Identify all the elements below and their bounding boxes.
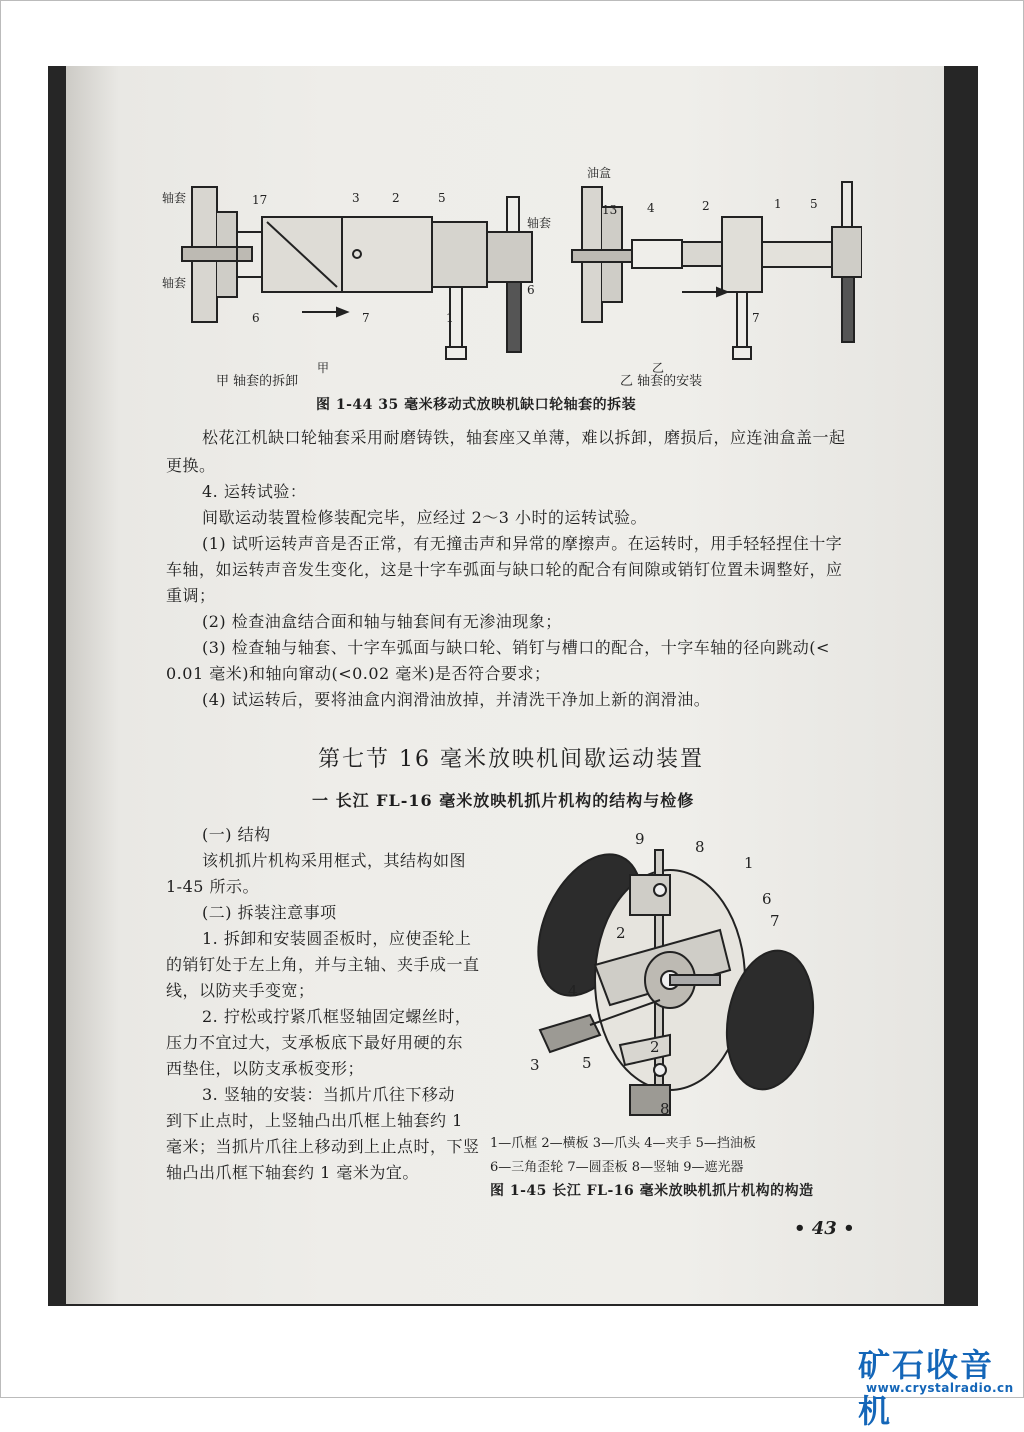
fig2-num-8-bottom: 8 [660, 1100, 670, 1118]
figure-1-45 [520, 830, 820, 1120]
fig2-num-5: 5 [582, 1054, 592, 1072]
fig2-num-8-top: 8 [695, 838, 705, 856]
note2-line2: 压力不宜过大，支承板底下最好用硬的东 [166, 1033, 464, 1052]
fig1-caption: 图 1-44 35 毫米移动式放映机缺口轮轴套的拆装 [316, 397, 637, 413]
note2-line3: 西垫住，以防支承板变形； [166, 1059, 365, 1078]
label-3: 3 [352, 191, 360, 205]
note3-line1: 3. 竖轴的安装：当抓片爪往下移动 [202, 1085, 455, 1104]
label-1: 1 [446, 311, 454, 325]
label-2: 2 [392, 191, 400, 205]
label-shaft-sleeve-right: 轴套 [527, 216, 552, 230]
label-jia: 甲 [317, 361, 330, 375]
label-1-right: 1 [774, 197, 782, 211]
note2-line1: 2. 拧松或拧紧爪框竖轴固定螺丝时， [202, 1007, 472, 1026]
label-5: 5 [438, 191, 446, 205]
label-4: 4 [647, 201, 655, 215]
label-5-right: 5 [810, 197, 818, 211]
watermark-url: www.crystalradio.cn [866, 1381, 1014, 1395]
note3-line2: 到下止点时，上竖轴凸出爪框上轴套约 1 [166, 1111, 463, 1130]
note1-line1: 1. 拆卸和安装圆歪板时，应使歪轮上 [202, 929, 472, 948]
label-6-right: 6 [527, 283, 535, 297]
item1-line3: 重调； [166, 586, 216, 605]
label-shaft-sleeve-bottom: 轴套 [162, 276, 187, 290]
fig2-num-2-bottom: 2 [650, 1038, 660, 1056]
note1-line3: 线，以防夹手变宽； [166, 981, 315, 1000]
fig2-num-1: 1 [744, 854, 754, 872]
label-17: 17 [252, 193, 268, 207]
fig2-num-7: 7 [770, 912, 780, 930]
label-oil-box: 油盒 [587, 166, 612, 180]
watermark-logo: 矿石收音机 [858, 1346, 995, 1430]
heading-structure: (一) 结构 [202, 825, 271, 844]
heading-4: 4. 运转试验： [202, 482, 307, 501]
fig2-num-6: 6 [762, 890, 772, 908]
page-number: • 43 • [794, 1218, 855, 1239]
fig2-legend-line1: 1—爪框 2—横板 3—爪头 4—夹手 5—挡油板 [490, 1136, 756, 1151]
label-7-right: 7 [752, 311, 760, 325]
fig2-num-3: 3 [530, 1056, 540, 1074]
label-2-right: 2 [702, 199, 710, 213]
structure-line1: 该机抓片机构采用框式，其结构如图 [202, 851, 467, 870]
item1-line1: (1) 试听运转声音是否正常，有无撞击声和异常的摩擦声。在运转时，用手轻轻捏住十字 [202, 534, 843, 553]
note1-line2: 的销钉处于左上角，并与主轴、夹手成一直 [166, 955, 480, 974]
structure-line2: 1-45 所示。 [166, 877, 260, 896]
label-13: 13 [602, 203, 618, 217]
item1-line2: 车轴，如运转声音发生变化，这是十字车弧面与缺口轮的配合有间隙或销钉位置未调整好，应 [166, 560, 843, 579]
section-title: 第七节 16 毫米放映机间歇运动装置 [318, 747, 704, 772]
fig2-num-4: 4 [568, 982, 578, 1000]
label-yi: 乙 [652, 361, 665, 375]
book-page [66, 66, 944, 1304]
para1-line1: 松花江机缺口轮轴套采用耐磨铸铁，轴套座又单薄，难以拆卸，磨损后，应连油盒盖一起 [202, 428, 846, 447]
para1-line2: 更换。 [166, 456, 216, 475]
p4-line: 间歇运动装置检修装配完毕，应经过 2～3 小时的运转试验。 [202, 508, 648, 527]
item4: (4) 试运转后，要将油盒内润滑油放掉，并清洗干净加上新的润滑油。 [202, 690, 711, 709]
item3-line2: 0.01 毫米)和轴向窜动(<0.02 毫米)是否符合要求； [166, 664, 551, 683]
item3-line1: (3) 检查轴与轴套、十字车弧面与缺口轮、销钉与槽口的配合，十字车轴的径向跳动(< [202, 638, 830, 657]
fig2-num-9: 9 [635, 830, 645, 848]
fig2-num-2-top: 2 [616, 924, 626, 942]
note3-line4: 轴凸出爪框下轴套约 1 毫米为宜。 [166, 1163, 419, 1182]
label-6: 6 [252, 311, 260, 325]
figure-1-44 [162, 162, 862, 432]
note3-line3: 毫米；当抓片爪往上移动到上止点时，下竖 [166, 1137, 480, 1156]
fig2-caption: 图 1-45 长江 FL-16 毫米放映机抓片机构的构造 [490, 1183, 814, 1199]
fig1-sub-left: 甲 轴套的拆卸 [216, 374, 299, 389]
fig1-sub-right: 乙 轴套的安装 [620, 374, 703, 389]
item2: (2) 检查油盒结合面和轴与轴套间有无渗油现象； [202, 612, 562, 631]
heading-notes: (二) 拆装注意事项 [202, 903, 337, 922]
subsection-title: 一 长江 FL-16 毫米放映机抓片机构的结构与检修 [312, 791, 695, 810]
fig2-legend-line2: 6—三角歪轮 7—圆歪板 8—竖轴 9—遮光器 [490, 1160, 744, 1175]
label-shaft-sleeve-top: 轴套 [162, 191, 187, 205]
label-7: 7 [362, 311, 370, 325]
